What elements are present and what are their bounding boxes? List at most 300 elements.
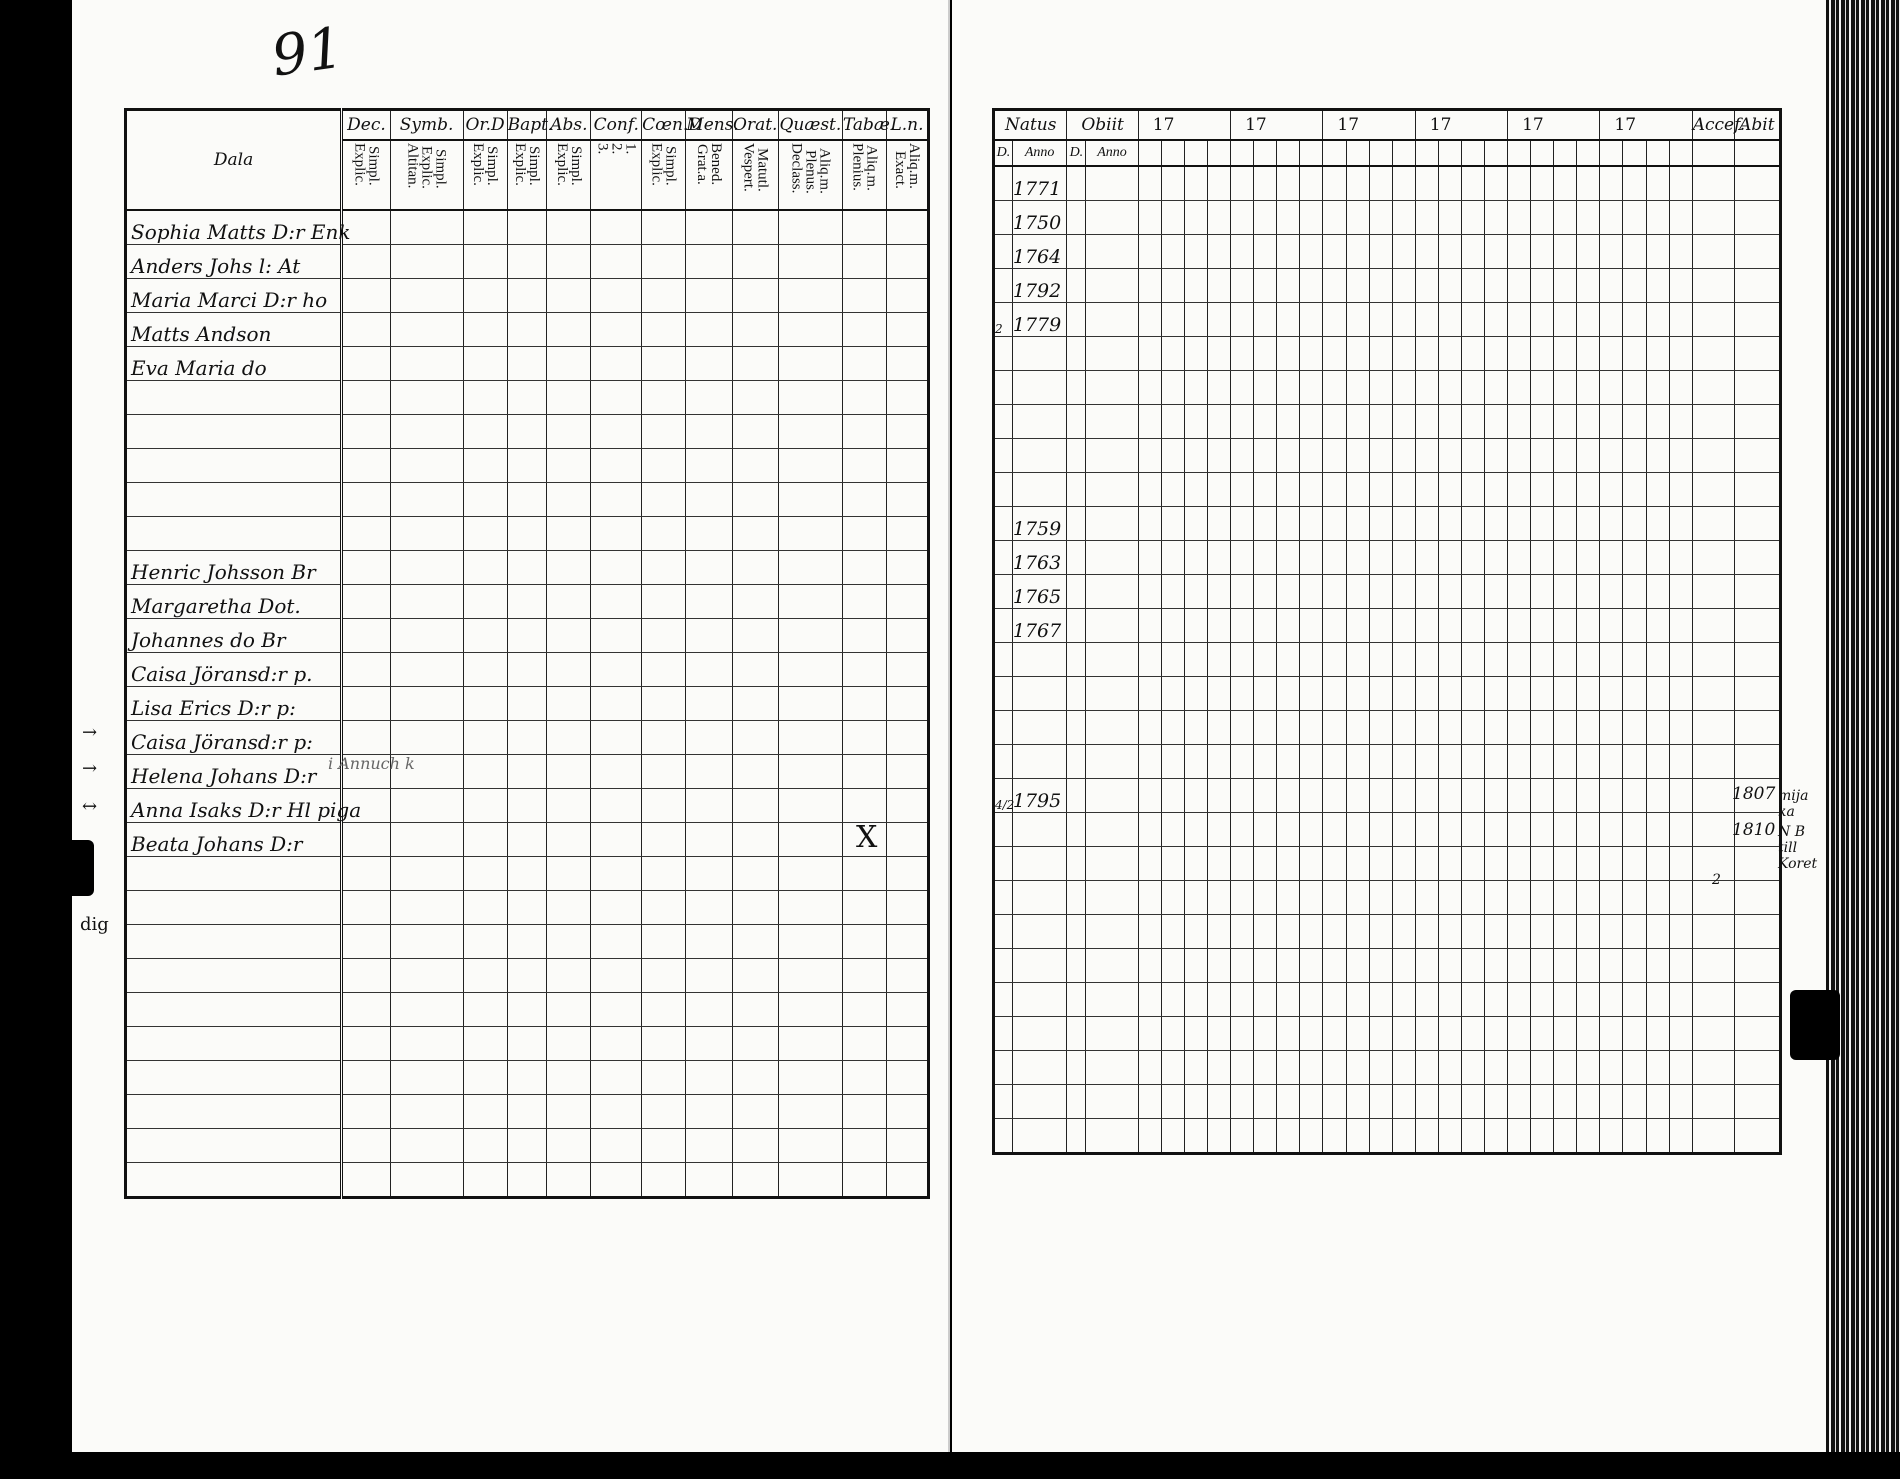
empty-cell <box>1138 337 1161 371</box>
empty-cell <box>463 347 507 381</box>
empty-cell <box>1438 303 1461 337</box>
empty-cell <box>1734 201 1780 235</box>
empty-cell <box>1415 439 1438 473</box>
empty-cell <box>1277 813 1300 847</box>
empty-cell <box>1208 915 1231 949</box>
empty-cell <box>1577 405 1600 439</box>
empty-cell <box>642 210 686 245</box>
empty-cell <box>1392 881 1415 915</box>
empty-cell <box>1138 201 1161 235</box>
empty-subheader <box>1646 140 1669 166</box>
empty-cell <box>1623 643 1646 677</box>
entry-name <box>126 959 342 993</box>
empty-cell <box>507 245 547 279</box>
empty-cell <box>1208 269 1231 303</box>
empty-cell <box>1734 711 1780 745</box>
empty-cell <box>1508 269 1531 303</box>
empty-cell <box>994 745 1013 779</box>
empty-cell <box>1208 166 1231 201</box>
empty-cell <box>686 245 732 279</box>
empty-cell <box>1508 405 1531 439</box>
empty-cell <box>1392 337 1415 371</box>
entry-name: Anders Johs l: At <box>126 245 342 279</box>
empty-cell <box>842 551 886 585</box>
empty-cell <box>732 789 778 823</box>
empty-cell <box>1138 881 1161 915</box>
empty-cell <box>1531 201 1554 235</box>
empty-cell <box>686 1129 732 1163</box>
empty-cell <box>1554 643 1577 677</box>
empty-cell <box>1346 711 1369 745</box>
empty-cell <box>1231 235 1254 269</box>
empty-cell <box>1231 269 1254 303</box>
empty-cell <box>1161 439 1184 473</box>
empty-cell <box>732 347 778 381</box>
empty-cell <box>1623 201 1646 235</box>
empty-cell <box>994 1017 1013 1051</box>
empty-cell <box>1369 949 1392 983</box>
empty-cell <box>1415 337 1438 371</box>
empty-cell <box>1184 949 1207 983</box>
empty-cell <box>1067 166 1086 201</box>
empty-cell <box>1415 847 1438 881</box>
empty-cell <box>1484 269 1507 303</box>
empty-cell <box>1734 983 1780 1017</box>
column-header: Quæst. <box>778 110 842 141</box>
empty-cell <box>1300 1051 1323 1085</box>
empty-cell <box>1300 677 1323 711</box>
empty-cell <box>1277 1051 1300 1085</box>
empty-cell <box>1438 269 1461 303</box>
empty-cell <box>1138 949 1161 983</box>
empty-cell <box>686 993 732 1027</box>
subheader-label: Exact. <box>891 150 908 189</box>
entry-name <box>126 925 342 959</box>
empty-cell <box>686 1027 732 1061</box>
entry-name <box>126 891 342 925</box>
empty-cell <box>1554 166 1577 201</box>
empty-cell <box>1438 915 1461 949</box>
empty-cell <box>1461 371 1484 405</box>
empty-cell <box>1254 166 1277 201</box>
column-header: Orat. <box>732 110 778 141</box>
empty-cell <box>1531 405 1554 439</box>
empty-cell <box>1184 881 1207 915</box>
empty-cell <box>1086 847 1138 881</box>
empty-cell <box>1484 439 1507 473</box>
empty-cell <box>732 619 778 653</box>
empty-cell <box>1138 166 1161 201</box>
empty-cell <box>390 449 463 483</box>
empty-cell <box>342 653 391 687</box>
empty-cell <box>1323 235 1346 269</box>
empty-cell <box>1346 847 1369 881</box>
empty-cell <box>547 279 591 313</box>
empty-cell <box>1067 881 1086 915</box>
register-row <box>126 721 929 755</box>
empty-cell <box>1346 235 1369 269</box>
empty-cell <box>1646 915 1669 949</box>
empty-cell <box>1508 1119 1531 1154</box>
register-row <box>126 653 929 687</box>
empty-cell <box>1669 983 1692 1017</box>
empty-cell <box>1067 473 1086 507</box>
empty-cell <box>1669 779 1692 813</box>
empty-cell <box>1438 1085 1461 1119</box>
empty-cell <box>842 585 886 619</box>
empty-cell <box>1254 439 1277 473</box>
empty-cell <box>886 687 928 721</box>
empty-cell <box>1300 337 1323 371</box>
empty-cell <box>642 789 686 823</box>
empty-subheader <box>1692 140 1734 166</box>
empty-cell <box>342 245 391 279</box>
empty-cell <box>1067 575 1086 609</box>
register-row <box>126 483 929 517</box>
empty-cell <box>1086 949 1138 983</box>
empty-cell <box>1484 813 1507 847</box>
empty-cell <box>1346 881 1369 915</box>
empty-cell <box>1646 269 1669 303</box>
birth-day <box>994 609 1013 643</box>
empty-cell <box>1231 473 1254 507</box>
empty-cell <box>1067 983 1086 1017</box>
empty-cell <box>1669 677 1692 711</box>
empty-cell <box>1646 405 1669 439</box>
empty-cell <box>1577 1119 1600 1154</box>
empty-cell <box>1623 303 1646 337</box>
empty-cell <box>1277 1085 1300 1119</box>
subheader-label: Simpl. <box>484 146 501 186</box>
birth-year: 1792 <box>1012 269 1067 303</box>
empty-cell <box>994 915 1013 949</box>
subheader-label: Explic. <box>351 143 368 186</box>
register-row <box>126 925 929 959</box>
empty-cell <box>1231 405 1254 439</box>
column-subheader <box>642 140 686 210</box>
empty-cell <box>1600 1085 1623 1119</box>
empty-cell <box>342 721 391 755</box>
empty-subheader <box>1323 140 1346 166</box>
empty-cell <box>547 1129 591 1163</box>
empty-cell <box>507 585 547 619</box>
empty-cell <box>1254 1017 1277 1051</box>
empty-cell <box>1484 779 1507 813</box>
empty-cell <box>842 687 886 721</box>
left-page <box>72 0 950 1452</box>
subheader-label: Explic. <box>470 143 487 186</box>
empty-cell <box>1208 847 1231 881</box>
empty-cell <box>686 210 732 245</box>
empty-cell <box>1392 269 1415 303</box>
empty-cell <box>1484 337 1507 371</box>
empty-cell <box>842 721 886 755</box>
empty-cell <box>1554 541 1577 575</box>
empty-cell <box>1067 915 1086 949</box>
column-header: 17 <box>1231 110 1323 141</box>
entry-name: Henric Johsson Br <box>126 551 342 585</box>
empty-cell <box>1438 779 1461 813</box>
empty-cell <box>1277 166 1300 201</box>
empty-cell <box>1531 677 1554 711</box>
empty-cell <box>1161 371 1184 405</box>
empty-cell <box>1277 235 1300 269</box>
empty-cell <box>1692 1119 1734 1154</box>
empty-subheader <box>1508 140 1531 166</box>
empty-cell <box>1086 745 1138 779</box>
empty-cell <box>686 857 732 891</box>
empty-cell <box>1161 779 1184 813</box>
register-row <box>994 575 1781 609</box>
empty-cell <box>1734 643 1780 677</box>
empty-cell <box>463 483 507 517</box>
birth-year: 1765 <box>1012 575 1067 609</box>
empty-cell <box>1369 575 1392 609</box>
empty-cell <box>1067 1119 1086 1154</box>
empty-cell <box>1208 337 1231 371</box>
empty-cell <box>591 449 642 483</box>
empty-cell <box>1531 473 1554 507</box>
empty-cell <box>1531 371 1554 405</box>
empty-cell <box>390 210 463 245</box>
column-header: Symb. <box>390 110 463 141</box>
empty-cell <box>842 619 886 653</box>
empty-cell <box>886 1027 928 1061</box>
empty-cell <box>1623 1119 1646 1154</box>
empty-cell <box>507 619 547 653</box>
empty-cell <box>778 857 842 891</box>
empty-cell <box>1531 813 1554 847</box>
empty-cell <box>1734 1085 1780 1119</box>
empty-cell <box>1646 541 1669 575</box>
empty-cell <box>1669 541 1692 575</box>
empty-cell <box>463 1095 507 1129</box>
abit-note: mija ka <box>1778 788 1809 820</box>
empty-cell <box>1669 575 1692 609</box>
empty-cell <box>547 210 591 245</box>
empty-cell <box>732 959 778 993</box>
empty-cell <box>1508 745 1531 779</box>
empty-subheader <box>1208 140 1231 166</box>
empty-cell <box>686 891 732 925</box>
empty-cell <box>1392 541 1415 575</box>
empty-cell <box>1554 1017 1577 1051</box>
empty-cell <box>342 381 391 415</box>
empty-cell <box>1208 949 1231 983</box>
empty-cell <box>463 585 507 619</box>
empty-cell <box>507 1163 547 1198</box>
empty-cell <box>1669 235 1692 269</box>
empty-cell <box>1577 711 1600 745</box>
empty-cell <box>1734 303 1780 337</box>
empty-cell <box>507 381 547 415</box>
empty-cell <box>1623 575 1646 609</box>
empty-cell <box>886 653 928 687</box>
empty-cell <box>342 517 391 551</box>
empty-cell <box>778 1061 842 1095</box>
empty-cell <box>1369 643 1392 677</box>
empty-cell <box>1415 745 1438 779</box>
empty-cell <box>1669 643 1692 677</box>
empty-cell <box>1669 269 1692 303</box>
empty-cell <box>1438 609 1461 643</box>
empty-cell <box>1086 677 1138 711</box>
empty-cell <box>994 371 1013 405</box>
empty-cell <box>507 993 547 1027</box>
empty-cell <box>1577 1085 1600 1119</box>
empty-cell <box>547 789 591 823</box>
empty-cell <box>1438 541 1461 575</box>
empty-cell <box>1554 201 1577 235</box>
empty-cell <box>1484 405 1507 439</box>
empty-cell <box>1067 303 1086 337</box>
empty-cell <box>994 881 1013 915</box>
empty-cell <box>1392 166 1415 201</box>
column-subheader: Anno <box>1012 140 1067 166</box>
register-row <box>994 541 1781 575</box>
column-header: Cœn.D <box>642 110 686 141</box>
empty-cell <box>1415 269 1438 303</box>
empty-cell <box>1300 269 1323 303</box>
empty-cell <box>1692 235 1734 269</box>
empty-cell <box>1692 1051 1734 1085</box>
empty-cell <box>778 313 842 347</box>
empty-cell <box>842 959 886 993</box>
empty-cell <box>1161 847 1184 881</box>
empty-cell <box>1392 201 1415 235</box>
empty-cell <box>1323 1051 1346 1085</box>
empty-cell <box>686 823 732 857</box>
empty-cell <box>686 721 732 755</box>
column-header: 17 <box>1600 110 1692 141</box>
subheader-label: Explic. <box>511 143 528 186</box>
empty-cell <box>778 585 842 619</box>
column-subheader <box>886 140 928 210</box>
empty-cell <box>1184 269 1207 303</box>
empty-cell <box>1508 779 1531 813</box>
empty-cell <box>1692 507 1734 541</box>
empty-cell <box>1012 915 1067 949</box>
empty-cell <box>842 1027 886 1061</box>
empty-cell <box>842 653 886 687</box>
subheader-label: Aliq.m. <box>905 143 922 189</box>
column-header: Natus <box>994 110 1067 141</box>
empty-subheader <box>1254 140 1277 166</box>
empty-cell <box>1438 371 1461 405</box>
empty-cell <box>547 1095 591 1129</box>
empty-cell <box>1646 507 1669 541</box>
empty-cell <box>1346 473 1369 507</box>
empty-cell <box>591 347 642 381</box>
empty-cell <box>547 891 591 925</box>
empty-cell <box>1692 1017 1734 1051</box>
empty-cell <box>732 891 778 925</box>
empty-cell <box>591 891 642 925</box>
empty-cell <box>1531 337 1554 371</box>
empty-cell <box>1415 949 1438 983</box>
empty-cell <box>732 1061 778 1095</box>
empty-cell <box>1254 303 1277 337</box>
empty-cell <box>1600 745 1623 779</box>
empty-cell <box>1392 813 1415 847</box>
empty-cell <box>1692 337 1734 371</box>
empty-cell <box>507 551 547 585</box>
empty-cell <box>1184 1017 1207 1051</box>
empty-cell <box>1646 949 1669 983</box>
empty-cell <box>1161 1017 1184 1051</box>
empty-cell <box>1323 337 1346 371</box>
empty-cell <box>1554 405 1577 439</box>
empty-cell <box>1734 337 1780 371</box>
empty-cell <box>1067 847 1086 881</box>
empty-cell <box>1577 677 1600 711</box>
empty-cell <box>778 1027 842 1061</box>
empty-cell <box>1415 473 1438 507</box>
empty-cell <box>1012 1051 1067 1085</box>
empty-cell <box>1484 643 1507 677</box>
empty-cell <box>886 959 928 993</box>
empty-cell <box>1184 847 1207 881</box>
empty-cell <box>1415 235 1438 269</box>
empty-cell <box>1138 915 1161 949</box>
register-row <box>126 517 929 551</box>
empty-cell <box>1669 439 1692 473</box>
empty-cell <box>390 959 463 993</box>
empty-cell <box>1734 269 1780 303</box>
abit-year: 1807 <box>1732 784 1776 804</box>
empty-cell <box>1554 1051 1577 1085</box>
empty-cell <box>1300 507 1323 541</box>
empty-cell <box>463 449 507 483</box>
empty-cell <box>1531 1119 1554 1154</box>
empty-cell <box>842 789 886 823</box>
empty-cell <box>1646 983 1669 1017</box>
empty-cell <box>1669 881 1692 915</box>
empty-cell <box>1646 371 1669 405</box>
empty-cell <box>1012 949 1067 983</box>
empty-cell <box>463 1027 507 1061</box>
empty-cell <box>886 755 928 789</box>
register-row <box>994 337 1781 371</box>
empty-cell <box>1392 745 1415 779</box>
empty-cell <box>1438 473 1461 507</box>
register-row <box>994 915 1781 949</box>
column-header: Bapt. <box>507 110 547 141</box>
empty-cell <box>1577 881 1600 915</box>
empty-cell <box>390 551 463 585</box>
empty-cell <box>994 439 1013 473</box>
subheader-label: Declass. <box>788 143 805 194</box>
empty-cell <box>507 1061 547 1095</box>
empty-cell <box>1623 779 1646 813</box>
empty-cell <box>994 337 1013 371</box>
empty-cell <box>1734 575 1780 609</box>
empty-cell <box>547 551 591 585</box>
empty-cell <box>642 483 686 517</box>
empty-cell <box>591 313 642 347</box>
empty-cell <box>1323 915 1346 949</box>
empty-cell <box>1392 371 1415 405</box>
empty-cell <box>1323 1085 1346 1119</box>
empty-cell <box>1086 881 1138 915</box>
empty-cell <box>1277 881 1300 915</box>
register-row <box>126 313 929 347</box>
register-row <box>126 381 929 415</box>
empty-cell <box>1138 1017 1161 1051</box>
empty-cell <box>642 687 686 721</box>
empty-cell <box>1415 371 1438 405</box>
empty-cell <box>591 551 642 585</box>
